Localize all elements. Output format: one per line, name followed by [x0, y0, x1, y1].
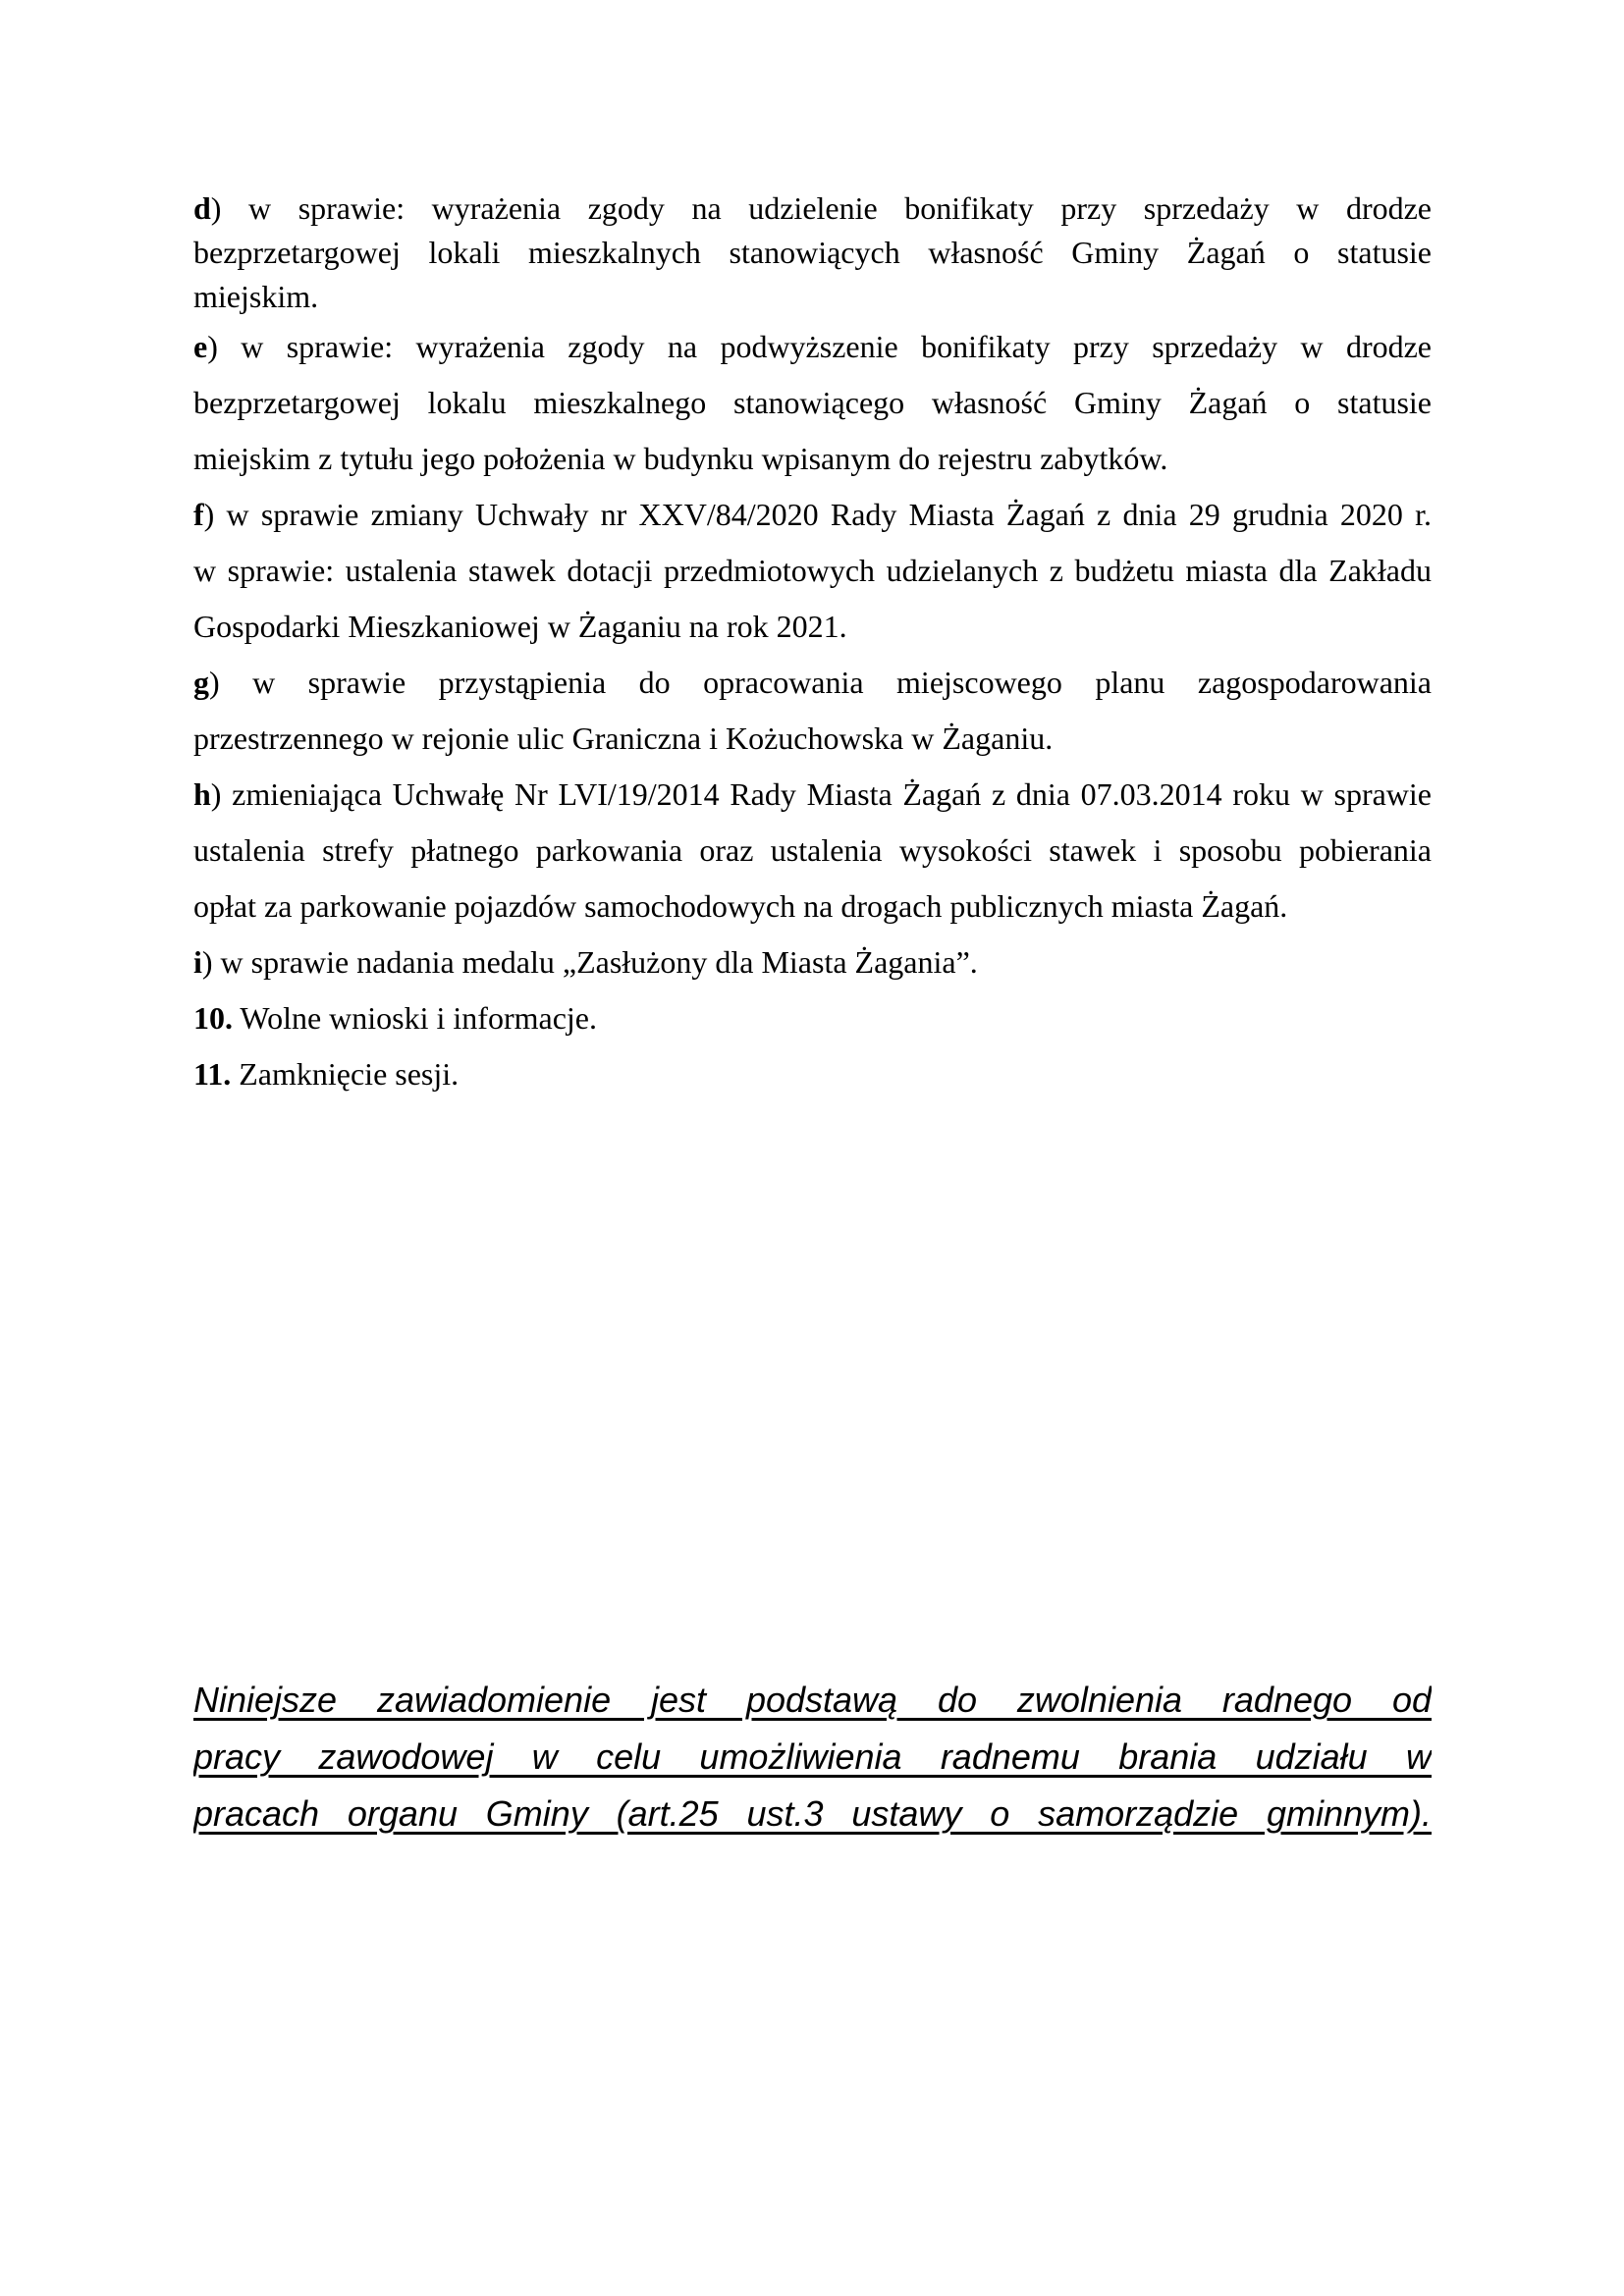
item-marker: e	[193, 329, 208, 364]
item-marker-paren: )	[210, 776, 222, 812]
item-marker-paren: )	[201, 944, 213, 980]
item-text: Zamknięcie sesji.	[239, 1056, 460, 1092]
agenda-item-11	[193, 1046, 1432, 1102]
item-marker: i	[193, 944, 202, 980]
agenda-item-g-line-1	[193, 655, 1432, 711]
agenda-item-d-line-2: bezprzetargowej lokali mieszkalnych stanowiących własność Gminy Żagań o statusie	[193, 235, 1432, 270]
item-marker: 10.	[193, 1000, 233, 1036]
agenda-item-g-line-2: przestrzennego w rejonie ulic Graniczna i Kożuchowska w Żaganiu.	[193, 721, 1054, 756]
agenda-item-e	[193, 319, 1432, 487]
notice-line-1: Niniejsze zawiadomienie jest podstawą do zwolnienia radnego od	[193, 1680, 1432, 1720]
agenda-item-10	[193, 990, 1432, 1046]
item-marker: f	[193, 497, 204, 532]
item-text: Wolne wnioski i informacje.	[240, 1000, 597, 1036]
agenda-item-h	[193, 767, 1432, 934]
agenda-item-d	[193, 187, 1432, 319]
item-marker: g	[193, 665, 209, 700]
agenda-item-e-line-2: bezprzetargowej lokalu mieszkalnego stanowiącego własność Gminy Żagań o statusie	[193, 385, 1432, 420]
item-marker-paren: )	[207, 329, 218, 364]
agenda-item-i	[193, 934, 1432, 990]
item-marker: d	[193, 190, 211, 226]
agenda-item-i-line-1	[193, 934, 1432, 990]
item-text: w sprawie zmiany Uchwały nr XXV/84/2020 Rady Miasta Żagań z dnia 29 grudnia 2020 r.	[226, 497, 1432, 532]
agenda-item-d-line-1	[193, 187, 1432, 231]
agenda-text-block	[193, 187, 1432, 1102]
agenda-item-f-line-1	[193, 487, 1432, 543]
notice-line-3: pracach organu Gminy (art.25 ust.3 ustawy o samorządzie gminnym).	[193, 1793, 1432, 1834]
page-content	[193, 187, 1432, 1842]
agenda-item-e-line-1	[193, 319, 1432, 375]
item-marker: h	[193, 776, 211, 812]
item-marker: 11.	[193, 1056, 232, 1092]
item-text: w sprawie przystąpienia do opracowania miejscowego planu zagospodarowania	[252, 665, 1432, 700]
agenda-item-f-line-3: Gospodarki Mieszkaniowej w Żaganiu na rok 2021.	[193, 609, 847, 644]
item-text: w sprawie nadania medalu „Zasłużony dla Miasta Żagania”.	[220, 944, 978, 980]
agenda-item-e-line-3: miejskim z tytułu jego położenia w budynku wpisanym do rejestru zabytków.	[193, 441, 1168, 476]
item-text: zmieniająca Uchwałę Nr LVI/19/2014 Rady Miasta Żagań z dnia 07.03.2014 roku w sprawie	[232, 776, 1432, 812]
agenda-item-g	[193, 655, 1432, 767]
agenda-item-d-line-3: miejskim.	[193, 279, 319, 314]
agenda-item-10-line-1	[193, 990, 1432, 1046]
notice-line-2: pracy zawodowej w celu umożliwienia radnemu brania udziału w	[193, 1736, 1432, 1777]
item-marker-paren: )	[209, 665, 220, 700]
agenda-item-h-line-1	[193, 767, 1432, 823]
notice-block	[193, 1672, 1432, 1842]
agenda-item-h-line-2: ustalenia strefy płatnego parkowania oraz ustalenia wysokości stawek i sposobu pobierania	[193, 832, 1432, 868]
item-text: w sprawie: wyrażenia zgody na podwyższenie bonifikaty przy sprzedaży w drodze	[241, 329, 1432, 364]
agenda-item-h-line-3: opłat za parkowanie pojazdów samochodowych na drogach publicznych miasta Żagań.	[193, 888, 1288, 924]
item-marker-paren: )	[203, 497, 215, 532]
agenda-item-11-line-1	[193, 1046, 1432, 1102]
agenda-item-f-line-2: w sprawie: ustalenia stawek dotacji przedmiotowych udzielanych z budżetu miasta dla Zakładu	[193, 553, 1432, 588]
agenda-item-f	[193, 487, 1432, 655]
item-text: w sprawie: wyrażenia zgody na udzielenie bonifikaty przy sprzedaży w drodze	[248, 190, 1432, 226]
item-marker-paren: )	[210, 190, 222, 226]
